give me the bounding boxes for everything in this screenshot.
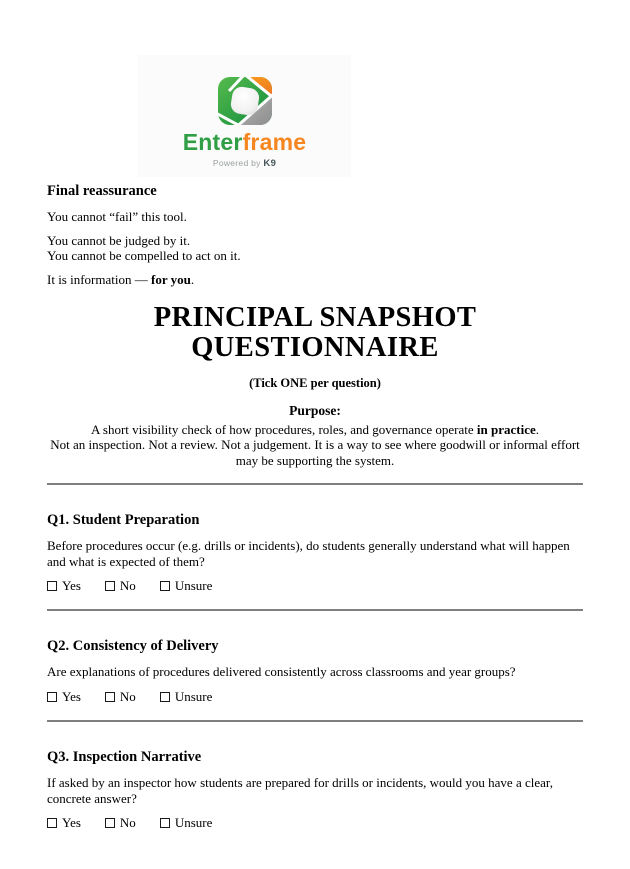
option-yes	[47, 815, 81, 831]
reassurance-p3-bold: for you	[151, 272, 191, 288]
divider	[47, 720, 583, 722]
brand-tagline-prefix: Powered by	[212, 158, 264, 168]
question-section	[47, 512, 583, 611]
purpose-line1-prefix: A short visibility check of how procedures, roles, and governance operate	[91, 422, 477, 438]
checkbox-no[interactable]	[105, 581, 115, 591]
checkbox-yes[interactable]	[47, 818, 57, 828]
option-label: Unsure	[174, 578, 213, 594]
options-row	[47, 578, 583, 594]
checkbox-unsure[interactable]	[160, 692, 170, 702]
question-heading: Q2. Consistency of Delivery	[47, 638, 219, 655]
option-yes	[47, 578, 81, 594]
checkbox-unsure[interactable]	[160, 818, 170, 828]
brand-wordmark-frame: frame	[242, 129, 307, 155]
enterframe-logo-icon	[218, 77, 272, 125]
purpose-line1-suffix: .	[535, 422, 539, 438]
purpose-line1-bold: in practice	[476, 422, 536, 438]
reassurance-paragraph-2	[47, 233, 583, 263]
purpose-body	[47, 422, 583, 468]
brand-wordmark	[183, 131, 306, 154]
brand-tagline	[213, 158, 276, 169]
option-unsure	[160, 578, 213, 594]
checkbox-yes[interactable]	[47, 692, 57, 702]
option-yes	[47, 689, 81, 705]
options-row	[47, 689, 583, 705]
purpose-heading: Purpose:	[289, 403, 341, 419]
reassurance-line-judged: You cannot be judged by it.	[47, 233, 191, 249]
checkbox-yes[interactable]	[47, 581, 57, 591]
divider	[47, 609, 583, 611]
checkbox-no[interactable]	[105, 818, 115, 828]
reassurance-line-compelled: You cannot be compelled to act on it.	[47, 248, 241, 264]
option-no	[105, 815, 136, 831]
option-label: Yes	[62, 688, 81, 704]
option-no	[105, 689, 136, 705]
reassurance-p3-suffix: .	[190, 272, 195, 288]
reassurance-paragraph-3	[47, 272, 583, 287]
purpose-line-2: Not an inspection. Not a review. Not a judgement. It is a way to see where goodwill or informal effort may be supporting the system.	[50, 437, 580, 468]
question-section	[47, 749, 583, 831]
question-section	[47, 638, 583, 722]
option-label: No	[119, 815, 136, 831]
option-no	[105, 578, 136, 594]
brand-wordmark-enter: Enter	[182, 129, 243, 155]
brand-tagline-k9: K9	[263, 158, 277, 169]
tick-one-subtitle: (Tick ONE per question)	[249, 376, 381, 391]
option-unsure	[160, 689, 213, 705]
question-heading: Q3. Inspection Narrative	[47, 748, 202, 765]
question-text: If asked by an inspector how students are prepared for drills or incidents, would you have a clear, concrete answer?	[47, 774, 553, 806]
checkbox-no[interactable]	[105, 692, 115, 702]
question-heading: Q1. Student Preparation	[47, 512, 200, 529]
purpose-line-1	[47, 422, 583, 437]
option-unsure	[160, 815, 213, 831]
option-label: Yes	[62, 578, 81, 594]
option-label: Unsure	[174, 815, 213, 831]
questions	[47, 512, 583, 831]
final-reassurance-heading: Final reassurance	[47, 183, 157, 199]
checkbox-unsure[interactable]	[160, 581, 170, 591]
option-label: Yes	[62, 815, 81, 831]
option-label: No	[119, 688, 136, 704]
reassurance-paragraph-1: You cannot “fail” this tool.	[47, 209, 187, 224]
options-row	[47, 815, 583, 831]
question-text: Are explanations of procedures delivered consistently across classrooms and year groups?	[47, 664, 516, 680]
logo-block	[138, 55, 351, 177]
option-label: Unsure	[174, 688, 213, 704]
reassurance-p3-prefix: It is information —	[47, 272, 151, 288]
option-label: No	[119, 578, 136, 594]
question-text: Before procedures occur (e.g. drills or incidents), do students generally understand what will happen and what is expected of them?	[47, 538, 570, 569]
page-title: PRINCIPAL SNAPSHOT QUESTIONNAIRE	[153, 302, 477, 364]
divider	[47, 483, 583, 485]
